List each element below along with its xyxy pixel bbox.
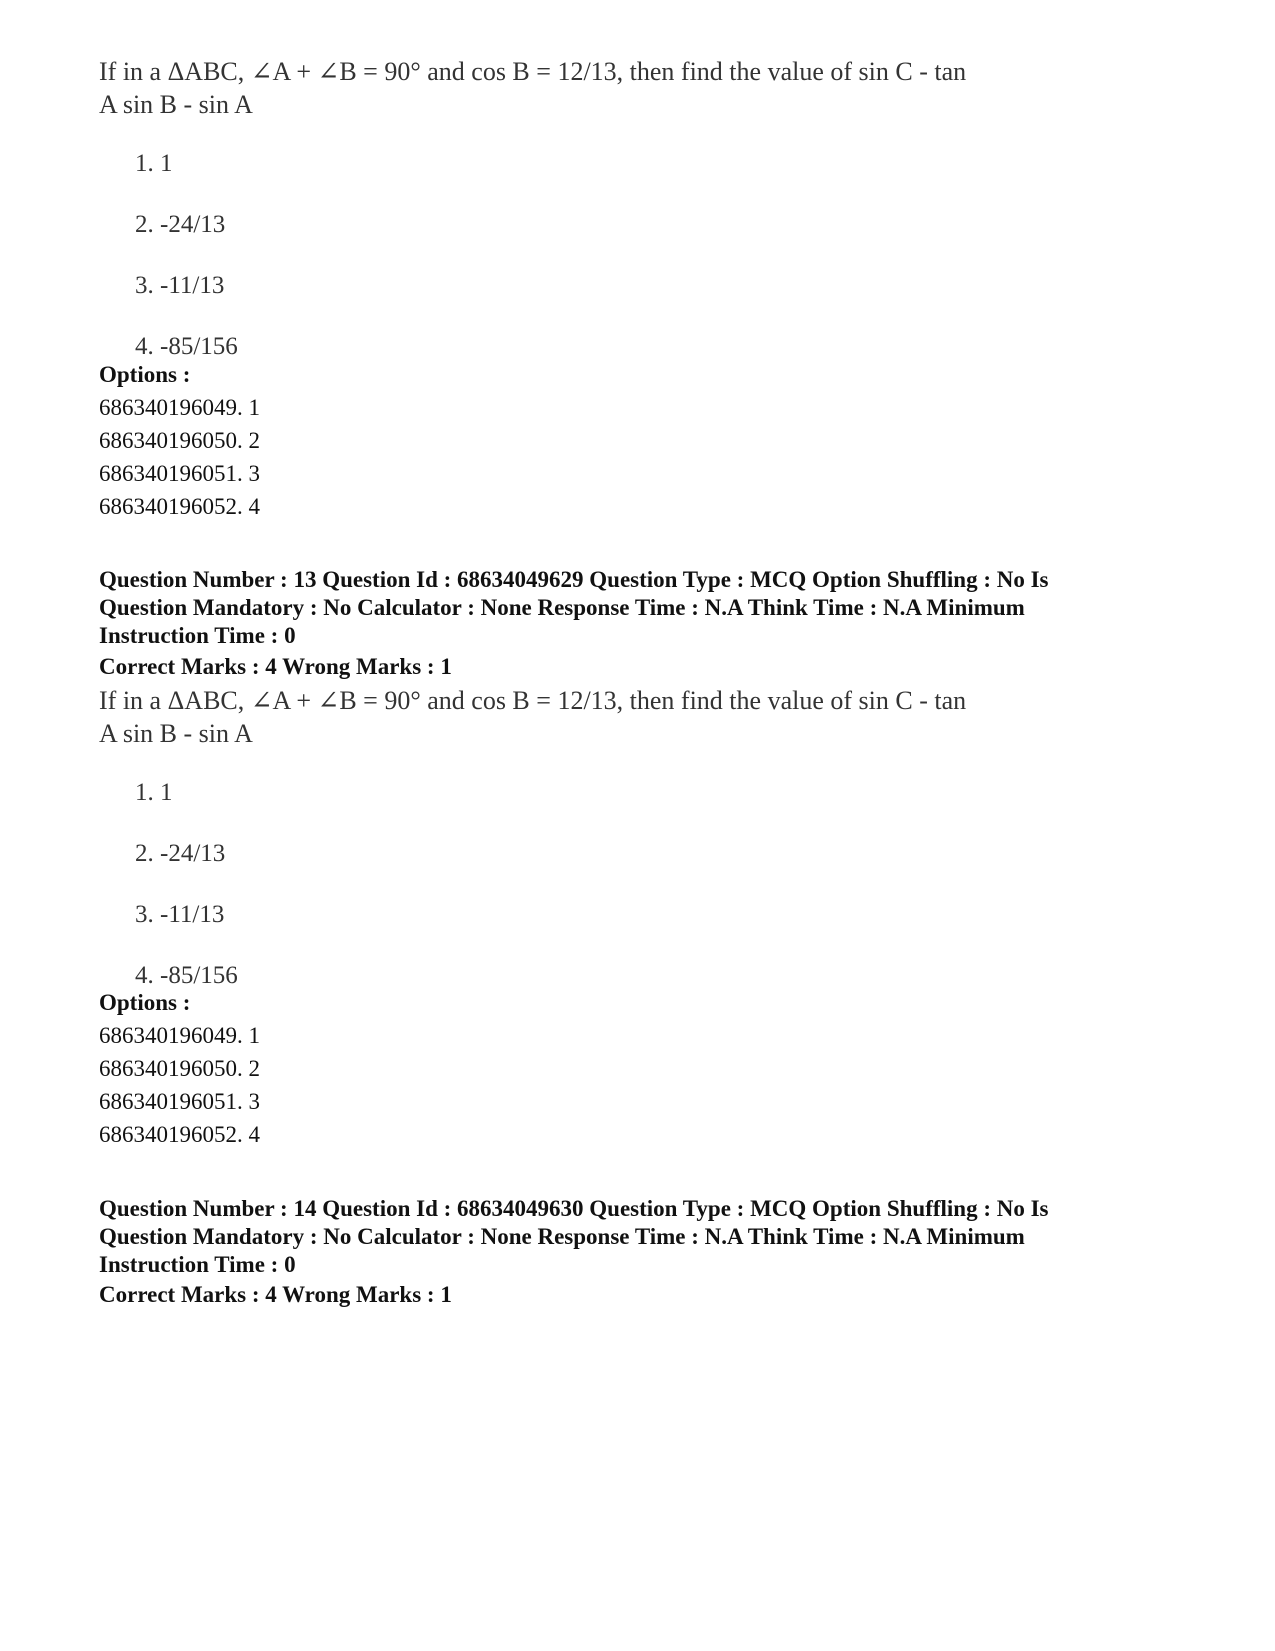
question-stem: If in a ΔABC, ∠A + ∠B = 90° and cos B = 12/13, then find the value of sin C - tan A sin B - sin A: [99, 57, 967, 119]
choice-1: 1. 1: [135, 150, 173, 177]
option-line: 686340196050. 2: [99, 1056, 260, 1081]
options-label: Options :: [99, 362, 191, 387]
options-label: Options :: [99, 990, 191, 1015]
choice-4: 4. -85/156: [135, 333, 238, 360]
question-meta-13: Question Number : 13 Question Id : 68634049629 Question Type : MCQ Option Shuffling : No Is Question Mandatory : No Calculator : None Response Time : N.A Think Time : N.A Minimum Instruction Time : 0: [99, 567, 1049, 648]
option-line: 686340196050. 2: [99, 428, 260, 453]
choice-2: 2. -24/13: [135, 211, 226, 238]
choice-3: 3. -11/13: [135, 272, 225, 299]
question-marks-13: Correct Marks : 4 Wrong Marks : 1: [99, 654, 452, 679]
choice-1: 1. 1: [135, 779, 173, 806]
option-line: 686340196052. 4: [99, 1122, 260, 1147]
question-stem: If in a ΔABC, ∠A + ∠B = 90° and cos B = 12/13, then find the value of sin C - tan A sin B - sin A: [99, 686, 967, 748]
question-image-top: [99, 55, 1099, 360]
option-line: 686340196051. 3: [99, 461, 260, 486]
option-line: 686340196049. 1: [99, 1023, 260, 1048]
question-meta-14: Question Number : 14 Question Id : 68634049630 Question Type : MCQ Option Shuffling : No Is Question Mandatory : No Calculator : None Response Time : N.A Think Time : N.A Minimum Instruction Time : 0: [99, 1196, 1049, 1277]
choice-2: 2. -24/13: [135, 840, 226, 867]
option-line: 686340196051. 3: [99, 1089, 260, 1114]
option-line: 686340196052. 4: [99, 494, 260, 519]
choice-3: 3. -11/13: [135, 901, 225, 928]
question-image-13: [99, 684, 1099, 989]
question-marks-14: Correct Marks : 4 Wrong Marks : 1: [99, 1282, 452, 1307]
choice-4: 4. -85/156: [135, 962, 238, 989]
option-line: 686340196049. 1: [99, 395, 260, 420]
